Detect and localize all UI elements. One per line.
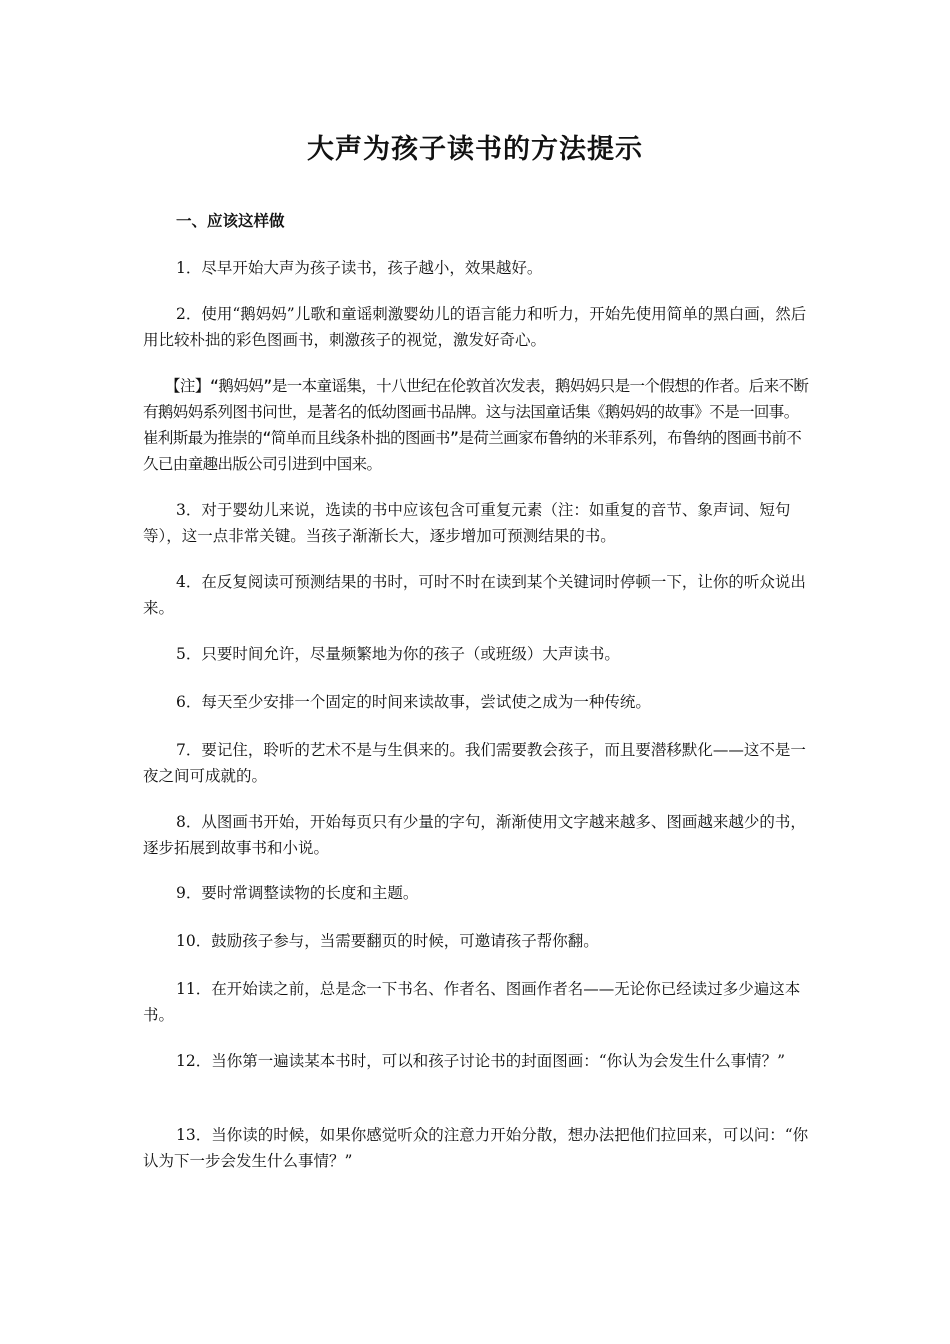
paragraph-item-2: 2．使用“鹅妈妈”儿歌和童谣刺激婴幼儿的语言能力和听力，开始先使用简单的黑白画，然后用比较朴拙的彩色图画书，刺激孩子的视觉，激发好奇心。: [143, 305, 807, 349]
paragraph-item-6: 6．每天至少安排一个固定的时间来读故事，尝试使之成为一种传统。: [176, 693, 651, 711]
paragraph-item-10: 10．鼓励孩子参与，当需要翻页的时候，可邀请孩子帮你翻。: [176, 932, 599, 950]
document-title: 大声为孩子读书的方法提示: [307, 134, 643, 165]
paragraph-item-4: 4．在反复阅读可预测结果的书时，可时不时在读到某个关键词时停顿一下，让你的听众说出来。: [143, 573, 806, 617]
paragraph-item-13: 13．当你读的时候，如果你感觉听众的注意力开始分散，想办法把他们拉回来，可以问：“你认为下一步会发生什么事情？”: [143, 1126, 809, 1170]
section-heading: 一、应该这样做: [176, 211, 285, 230]
note-paragraph: 【注】“鹅妈妈”是一本童谣集，十八世纪在伦敦首次发表，鹅妈妈只是一个假想的作者。后来不断有鹅妈妈系列图书问世，是著名的低幼图画书品牌。这与法国童话集《鹅妈妈的故事》不是一回事。崔利斯最为推崇的“简单而且线条朴拙的图画书”是荷兰画家布鲁纳的米菲系列，布鲁纳的图画书前不久已由童趣出版公司引进到中国来。: [143, 377, 809, 473]
paragraph-item-5: 5．只要时间允许，尽量频繁地为你的孩子（或班级）大声读书。: [176, 645, 620, 663]
paragraph-item-12: 12．当你第一遍读某本书时，可以和孩子讨论书的封面图画：“你认为会发生什么事情？”: [176, 1052, 786, 1070]
paragraph-item-8: 8．从图画书开始，开始每页只有少量的字句，渐渐使用文字越来越多、图画越来越少的书，逐步拓展到故事书和小说。: [143, 813, 806, 857]
paragraph-item-11: 11．在开始读之前，总是念一下书名、作者名、图画作者名——无论你已经读过多少遍这本书。: [143, 980, 801, 1024]
paragraph-item-3: 3．对于婴幼儿来说，选读的书中应该包含可重复元素（注：如重复的音节、象声词、短句等），这一点非常关键。当孩子渐渐长大，逐步增加可预测结果的书。: [143, 501, 791, 545]
paragraph-item-7: 7．要记住，聆听的艺术不是与生俱来的。我们需要教会孩子，而且要潜移默化——这不是一夜之间可成就的。: [143, 741, 806, 785]
paragraph-item-9: 9．要时常调整读物的长度和主题。: [176, 884, 419, 902]
paragraph-item-1: 1．尽早开始大声为孩子读书，孩子越小，效果越好。: [176, 259, 543, 277]
